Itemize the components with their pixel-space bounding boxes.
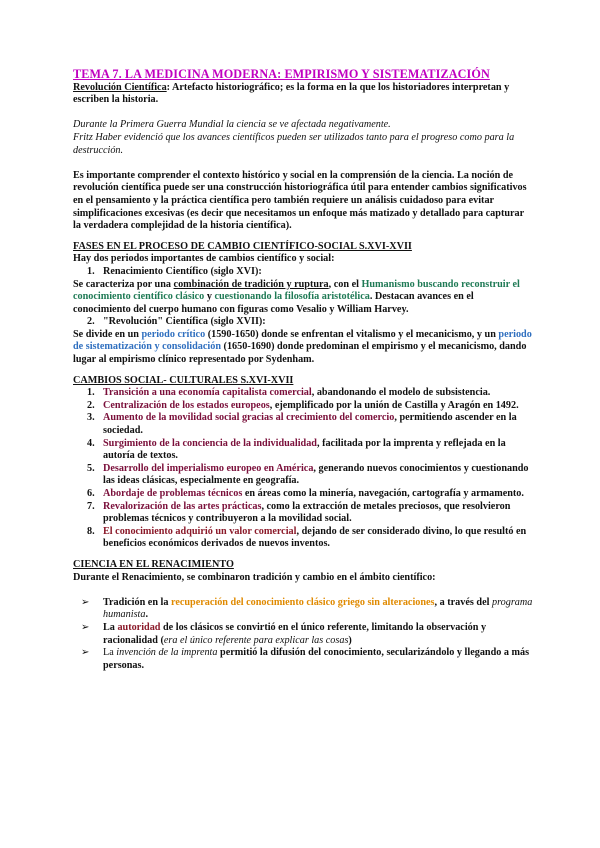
fases-list bbox=[73, 266, 533, 279]
list-item: 8. El conocimiento adquirió un valor comercial, dejando de ser considerado divino, lo que resultó en beneficios económicos derivados de nuevos inventos. bbox=[87, 525, 527, 550]
list-item: 2. Centralización de los estados europeos, ejemplificado por la unión de Castilla y Aragón en 1492. bbox=[87, 399, 519, 411]
list-item: 2. "Revolución" Científica (siglo XVII): bbox=[87, 316, 266, 328]
list-item: 6. Abordaje de problemas técnicos en áreas como la minería, navegación, cartografía y armamento. bbox=[87, 488, 524, 499]
list-item: ➢ La autoridad de los clásicos se convirtió en el único referente, limitando la observación y racionalidad (era el único referente para explicar las cosas) bbox=[81, 621, 487, 646]
spacer bbox=[73, 584, 533, 597]
section-heading-ciencia: CIENCIA EN EL RENACIMIENTO bbox=[73, 558, 234, 570]
arrow-bullet-icon: ➢ bbox=[81, 621, 90, 633]
cambios-list bbox=[73, 387, 533, 551]
italic-note-2: Fritz Haber evidenció que los avances científicos pueden ser utilizados tanto para el progreso como para la destrucción. bbox=[73, 131, 515, 156]
ciencia-lead: Durante el Renacimiento, se combinaron tradición y cambio en el ámbito científico: bbox=[73, 571, 436, 583]
page-title: TEMA 7. LA MEDICINA MODERNA: EMPIRISMO Y SISTEMATIZACIÓN bbox=[73, 67, 490, 81]
arrow-bullet-icon: ➢ bbox=[81, 647, 90, 659]
list-item: ➢ Tradición en la recuperación del conocimiento clásico griego sin alteraciones, a través del programa humanista. bbox=[81, 596, 533, 621]
section-heading-cambios: CAMBIOS SOCIAL- CULTURALES S.XVI-XVII bbox=[73, 374, 294, 386]
list-item: 5. Desarrollo del imperialismo europeo en América, generando nuevos conocimientos y cuestionando las ideas clásicas, especialmente en geografía. bbox=[87, 462, 529, 487]
spacer bbox=[73, 551, 533, 559]
spacer bbox=[73, 233, 533, 241]
document-page bbox=[73, 68, 533, 672]
intro-paragraph: Es importante comprender el contexto histórico y social en la comprensión de la ciencia. La noción de revolución científica puede ser una construcción historiográfica útil para entender cambios significativos en el pensamiento y la práctica científica pero también requiere un análisis cuidadoso para evitar simplificaciones excesivas (es decir que necesitamos un enfoque más matizado y detallado para capturar la verdadera complejidad de la historia científica). bbox=[73, 169, 527, 232]
list-item: 3. Aumento de la movilidad social gracias al crecimiento del comercio, permitiendo ascender en la sociedad. bbox=[87, 412, 517, 437]
fases-list bbox=[73, 316, 533, 329]
spacer bbox=[73, 367, 533, 375]
list-item: 1. Transición a una economía capitalista comercial, abandonando el modelo de subsistencia. bbox=[87, 387, 491, 399]
arrow-bullet-icon: ➢ bbox=[81, 596, 90, 608]
spacer bbox=[73, 157, 533, 170]
fases-paragraph-1: Se caracteriza por una combinación de tradición y ruptura, con el Humanismo buscando reconstruir el conocimiento científico clásico y cuestionando la filosofía aristotélica. Destacan avances en el conocimiento del cuerpo humano con figuras como Vesalio y William Harvey. bbox=[73, 278, 520, 315]
list-item: 4. Surgimiento de la conciencia de la individualidad, facilitada por la imprenta y reflejada en la autoría de textos. bbox=[87, 437, 506, 462]
list-item: 1. Renacimiento Científico (siglo XVI): bbox=[87, 265, 262, 277]
list-item: ➢ La invención de la imprenta permitió la difusión del conocimiento, secularizándolo y llegando a más personas. bbox=[81, 647, 530, 671]
fases-lead: Hay dos periodos importantes de cambios científico y social: bbox=[73, 253, 335, 265]
section-heading-fases: FASES EN EL PROCESO DE CAMBIO CIENTÍFICO-SOCIAL S.XVI-XVII bbox=[73, 240, 412, 252]
ciencia-bullets bbox=[73, 597, 533, 673]
italic-note-1: Durante la Primera Guerra Mundial la ciencia se ve afectada negativamente. bbox=[73, 119, 391, 131]
list-item: 7. Revalorización de las artes prácticas, como la extracción de metales preciosos, que resolvieron problemas técnicos y contribuyeron a la movilidad social. bbox=[87, 500, 511, 525]
revolution-definition: Revolución Científica: Artefacto historiográfico; es la forma en la que los historiadores interpretan y escriben la historia. bbox=[73, 81, 510, 106]
spacer bbox=[73, 107, 533, 120]
fases-paragraph-2: Se divide en un periodo crítico (1590-1650) donde se enfrentan el vitalismo y el mecanicismo, y un periodo de sistematización y consolidación (1650-1690) donde predominan el empirismo y el mecanicismo, dando lugar al empirismo clínico representado por Sydenham. bbox=[73, 328, 532, 366]
